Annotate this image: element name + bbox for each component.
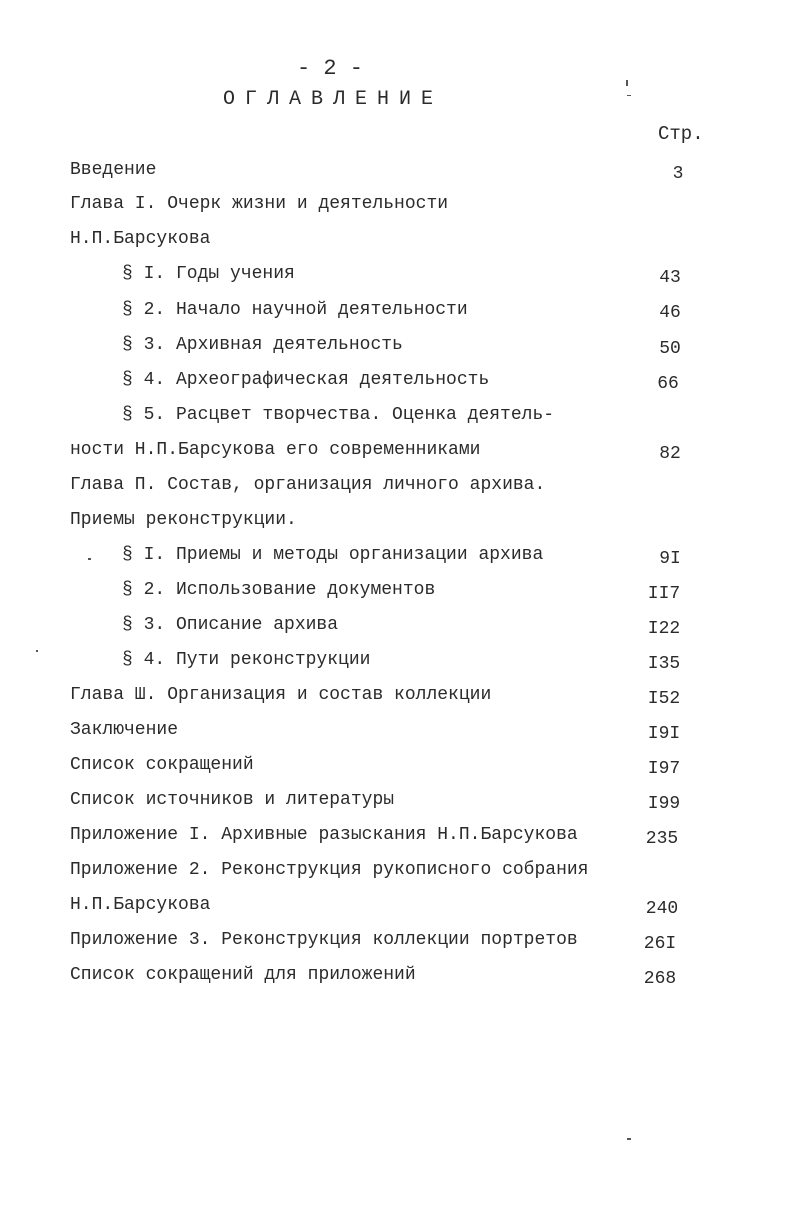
toc-entry-text: Приложение I. Архивные разыскания Н.П.Барсукова <box>70 825 578 845</box>
toc-entry-page: I35 <box>647 654 681 674</box>
toc-entry-text: Список сокращений <box>70 755 254 775</box>
scan-speck <box>36 650 38 652</box>
toc-entry-page: 9I <box>659 549 681 569</box>
toc-entry-text: § 2. Начало научной деятельности <box>122 300 468 320</box>
toc-entry-page: 240 <box>645 899 679 919</box>
page-number: - 2 - <box>296 56 363 81</box>
toc-entry-page: I52 <box>647 689 681 709</box>
toc-entry-page: 46 <box>659 303 681 323</box>
toc-entry-page: 82 <box>659 444 681 464</box>
toc-entry-page: 268 <box>643 969 677 989</box>
toc-entry-text: Список источников и литературы <box>70 790 395 810</box>
toc-entry-text: § I. Приемы и методы организации архива <box>122 545 544 565</box>
toc-entry-page: I97 <box>647 759 681 779</box>
toc-entry-text: Приложение 3. Реконструкция коллекции портретов <box>70 930 578 950</box>
page-column-label: Стр. <box>658 123 704 145</box>
page-title: ОГЛАВЛЕНИЕ <box>222 88 444 111</box>
toc-entry-text: ности Н.П.Барсукова его современниками <box>70 440 481 460</box>
toc-entry-page: II7 <box>647 584 681 604</box>
toc-entry-text: § 3. Архивная деятельность <box>122 335 403 355</box>
table-of-contents <box>0 152 793 1002</box>
toc-entry-page: I9I <box>647 724 681 744</box>
toc-entry-page: 66 <box>657 374 679 394</box>
toc-entry-page: 26I <box>643 934 677 954</box>
toc-entry-text: § 4. Пути реконструкции <box>122 650 371 670</box>
toc-entry-text: Глава I. Очерк жизни и деятельности <box>70 194 449 214</box>
toc-entry-text: Глава Ш. Организация и состав коллекции <box>70 685 492 705</box>
toc-entry-page: I99 <box>647 794 681 814</box>
toc-entry-text: Глава П. Состав, организация личного архива. <box>70 475 546 495</box>
toc-entry-text: Приложение 2. Реконструкция рукописного собрания <box>70 860 589 880</box>
toc-entry-text: Заключение <box>70 720 179 740</box>
toc-entry-text: Список сокращений для приложений <box>70 965 416 985</box>
toc-entry-text: § 2. Использование документов <box>122 580 436 600</box>
toc-entry-page: 235 <box>645 829 679 849</box>
toc-entry-text: Н.П.Барсукова <box>70 895 211 915</box>
toc-entry-text: § I. Годы учения <box>122 264 295 284</box>
scan-speck <box>626 80 628 86</box>
toc-entry-text: § 3. Описание архива <box>122 615 339 635</box>
toc-entry-text: § 5. Расцвет творчества. Оценка деятель- <box>122 405 555 425</box>
scan-speck <box>627 95 631 96</box>
toc-entry-page: 50 <box>659 339 681 359</box>
toc-entry-page: 43 <box>659 268 681 288</box>
toc-entry-text: Приемы реконструкции. <box>70 510 297 530</box>
toc-entry-text: § 4. Археографическая деятельность <box>122 370 490 390</box>
scan-speck <box>627 1138 631 1140</box>
scan-speck <box>88 558 91 560</box>
toc-entry-text: Н.П.Барсукова <box>70 229 211 249</box>
toc-entry-page: 3 <box>672 164 684 184</box>
toc-entry-text: Введение <box>70 160 157 180</box>
toc-entry-page: I22 <box>647 619 681 639</box>
